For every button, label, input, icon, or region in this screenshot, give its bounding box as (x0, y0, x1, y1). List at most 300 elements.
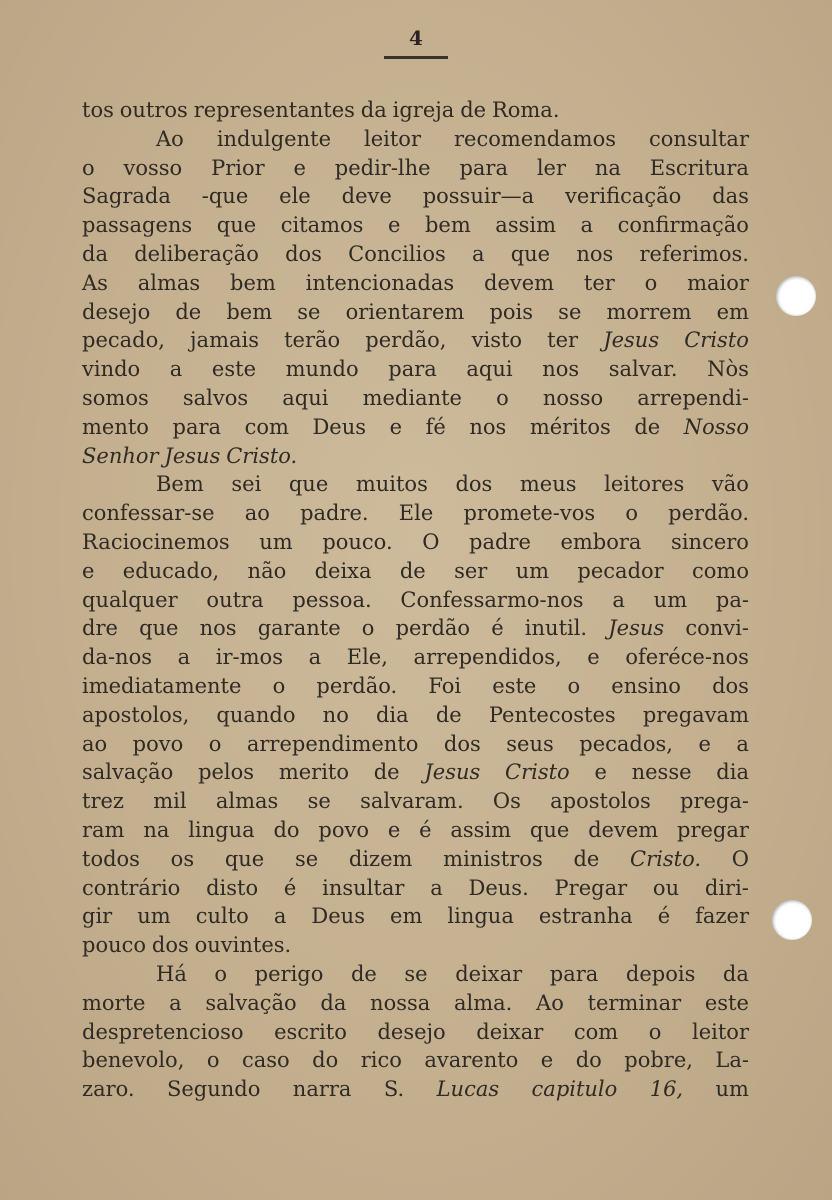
word: qualquer (82, 587, 178, 612)
word: bem (424, 213, 471, 238)
page-number-rule (384, 56, 448, 59)
text-line (82, 1075, 749, 1104)
word: para (549, 961, 599, 986)
word: o (496, 385, 509, 410)
word: Segundo (166, 1077, 261, 1102)
word: todos (82, 846, 140, 871)
word: de (373, 760, 400, 785)
word: em (390, 904, 423, 929)
word: pecados, (579, 731, 673, 756)
text-line (82, 154, 749, 183)
text-line (82, 240, 749, 269)
word: que (224, 846, 265, 871)
word: mundo (285, 357, 359, 382)
word: Foi (428, 673, 462, 698)
word: confessar-se (82, 501, 215, 526)
word: a (612, 587, 625, 612)
word: salvação (82, 760, 174, 785)
word: os (170, 846, 195, 871)
word: da (722, 961, 749, 986)
word: alma. (453, 990, 513, 1015)
text-line (82, 845, 749, 874)
word: arrependimento (246, 731, 419, 756)
text-line (82, 614, 749, 643)
word: se (307, 789, 331, 814)
text-line (82, 816, 749, 845)
word: confirmação (617, 213, 749, 238)
word: garante (257, 616, 341, 641)
text-line (82, 442, 749, 471)
word: padre. (300, 501, 369, 526)
word: ministros (443, 846, 543, 871)
word: Há (156, 961, 187, 986)
word: intencionadas (305, 270, 455, 295)
word: disto (206, 875, 259, 900)
word: despretencioso (82, 1019, 244, 1044)
text-line (82, 355, 749, 384)
word: Ao (536, 990, 564, 1015)
word: nosso (542, 385, 604, 410)
word: arrependidos, (413, 645, 562, 670)
word: zaro. (82, 1077, 135, 1102)
word: narra (292, 1077, 352, 1102)
word: morrem (606, 299, 692, 324)
word: a (580, 213, 594, 238)
word: ler (536, 155, 567, 180)
word: a (736, 731, 749, 756)
word: Cristo. (226, 443, 298, 468)
word: apostolos (550, 789, 651, 814)
word: sincero (671, 529, 749, 554)
text-line (82, 326, 749, 355)
word: nesse (631, 760, 692, 785)
word: Sagrada (82, 184, 171, 209)
word: nos (576, 241, 614, 266)
word: dia (716, 760, 749, 785)
word: a (169, 990, 182, 1015)
word: morte (82, 990, 146, 1015)
word: dos (712, 673, 749, 698)
text-line (82, 499, 749, 528)
word: pecado, (82, 328, 165, 353)
word: merito (278, 760, 349, 785)
word: vão (711, 472, 749, 497)
word: nos (542, 357, 580, 382)
word: a (177, 645, 191, 670)
text-line (82, 384, 749, 413)
text-line (82, 787, 749, 816)
word: perdão. (316, 673, 398, 698)
word: terminar (587, 990, 682, 1015)
text-line (82, 211, 749, 240)
page-number: 4 (409, 26, 423, 50)
word: Roma. (491, 98, 560, 122)
word: depois (625, 961, 696, 986)
word: tos (82, 98, 114, 122)
word: Ele (398, 501, 434, 526)
word: devem (588, 817, 659, 842)
word: pouco. (322, 529, 393, 554)
word: pelos (198, 760, 255, 785)
word: dia (375, 702, 409, 727)
word: citamos (280, 213, 364, 238)
word: educado, (122, 558, 220, 583)
word: é (283, 875, 297, 900)
word: este (492, 673, 537, 698)
word: com (244, 414, 289, 439)
text-line (82, 701, 749, 730)
word: se (404, 961, 428, 986)
word: este (704, 990, 749, 1015)
word: Raciocinemos (82, 529, 230, 554)
text-line (82, 989, 749, 1018)
word: devem (484, 270, 555, 295)
word: almas (137, 270, 201, 295)
word: outros (119, 98, 188, 122)
word: este (211, 357, 256, 382)
text-line (82, 874, 749, 903)
word: Cristo (505, 760, 570, 785)
word: que (139, 616, 179, 641)
word: pecador (577, 558, 664, 583)
word: contrário (82, 875, 181, 900)
word: Deus. (468, 875, 529, 900)
word: O (731, 846, 749, 871)
word: a (308, 645, 322, 670)
word: Senhor (82, 443, 159, 468)
word: perdão, (365, 328, 447, 353)
word: Jesus (608, 616, 665, 641)
word: Os (492, 789, 521, 814)
word: consultar (649, 126, 749, 151)
word: caso (241, 1048, 290, 1073)
word: nos (199, 616, 237, 641)
word: mediante (362, 385, 462, 410)
word: e (387, 817, 401, 842)
word: salvaram. (360, 789, 464, 814)
word: Bem (156, 472, 204, 497)
word: é (491, 616, 504, 641)
word: padre (469, 529, 531, 554)
word: bem (230, 270, 276, 295)
word: nos (469, 414, 507, 439)
word: não (247, 558, 287, 583)
word: 16, (649, 1077, 684, 1102)
word: perigo (254, 961, 324, 986)
word: do (312, 1048, 339, 1073)
word: ter (583, 270, 615, 295)
word: assim (495, 213, 556, 238)
word: no (322, 702, 349, 727)
word: inutil. (524, 616, 588, 641)
word: S. (383, 1077, 405, 1102)
word: deve (341, 184, 392, 209)
word: promete-vos (463, 501, 596, 526)
word: recomendamos (453, 126, 617, 151)
word: com (573, 1019, 619, 1044)
text-line (82, 528, 749, 557)
word: na (594, 155, 621, 180)
word: insultar (322, 875, 405, 900)
word: fazer (695, 904, 749, 929)
word: é (419, 817, 432, 842)
word: para (172, 414, 222, 439)
word: embora (560, 529, 642, 554)
text-line (82, 470, 749, 499)
word: povo (132, 731, 184, 756)
word: As (82, 270, 108, 295)
word: na (143, 817, 170, 842)
word: se (297, 299, 321, 324)
word: trez (82, 789, 124, 814)
word: o (625, 501, 638, 526)
word: é (657, 904, 671, 929)
word: Cristo (684, 328, 749, 353)
word: passagens (82, 213, 193, 238)
word: o (648, 1019, 662, 1044)
word: ouvintes. (194, 933, 292, 958)
word: Ele, (346, 645, 388, 670)
word: outra (206, 587, 264, 612)
word: da (320, 990, 347, 1015)
text-line (82, 182, 749, 211)
word: Concilios (348, 241, 446, 266)
text-line (82, 413, 749, 442)
word: pregavam (642, 702, 749, 727)
word: somos (82, 385, 149, 410)
word: povo (318, 817, 369, 842)
word: Nosso (683, 414, 749, 439)
word: do (575, 1048, 602, 1073)
word: se (294, 846, 319, 871)
word: aqui (282, 385, 329, 410)
word: que (510, 241, 551, 266)
word: desejo (82, 299, 151, 324)
text-line (82, 902, 749, 931)
word: leitores (604, 472, 685, 497)
word: visto (471, 328, 523, 353)
word: mento (82, 414, 149, 439)
word: lingua (188, 817, 255, 842)
word: ele (279, 184, 311, 209)
word: de (350, 961, 377, 986)
word: O (422, 529, 440, 554)
word: Confessarmo-nos (400, 587, 584, 612)
word: pregar (677, 817, 749, 842)
word: culto (195, 904, 249, 929)
word: que (529, 817, 570, 842)
text-line (82, 960, 749, 989)
word: indulgente (216, 126, 331, 151)
word: de (435, 702, 462, 727)
word: um (259, 529, 293, 554)
word: ao (244, 501, 270, 526)
text-line (82, 125, 749, 154)
word: um (653, 587, 688, 612)
word: ser (454, 558, 488, 583)
word: o (644, 270, 658, 295)
word: Pentecostes (488, 702, 616, 727)
word: possuir—a (422, 184, 535, 209)
word: apostolos, (82, 702, 190, 727)
word: meus (519, 472, 577, 497)
word: pa- (715, 587, 749, 612)
word: o (206, 1048, 220, 1073)
word: leitor (364, 126, 421, 151)
word: vosso (123, 155, 183, 180)
word: de (460, 98, 487, 122)
word: pedir-lhe (334, 155, 431, 180)
word: almas (215, 789, 279, 814)
text-line (82, 1046, 749, 1075)
word: salvar. (608, 357, 678, 382)
word: do (273, 817, 300, 842)
word: Pregar (554, 875, 628, 900)
word: e (82, 558, 95, 583)
word: perdão (395, 616, 471, 641)
word: dos (285, 241, 322, 266)
word: Deus (311, 904, 365, 929)
word: jamais (190, 328, 259, 353)
word: e (389, 414, 403, 439)
word: Jesus (603, 328, 660, 353)
word: leitor (692, 1019, 749, 1044)
word: igreja (392, 98, 455, 122)
text-line (82, 730, 749, 759)
text-line (82, 586, 749, 615)
word: ir-mos (215, 645, 283, 670)
word: e (540, 1048, 554, 1073)
word: deliberação (134, 241, 259, 266)
text-line (82, 643, 749, 672)
punch-hole-upper (776, 276, 816, 316)
word: das (712, 184, 749, 209)
word: salvos (182, 385, 249, 410)
word: fé (425, 414, 446, 439)
word: da (360, 98, 387, 122)
word: méritos (529, 414, 611, 439)
word: mil (153, 789, 187, 814)
word: Lucas (436, 1077, 500, 1102)
word: o (208, 731, 222, 756)
word: e (698, 731, 711, 756)
word: o (361, 616, 375, 641)
word: como (692, 558, 749, 583)
word: La- (715, 1048, 749, 1073)
word: o (214, 961, 228, 986)
word: e (594, 760, 607, 785)
word: lingua (447, 904, 514, 929)
word: salvação (205, 990, 297, 1015)
word: o (567, 673, 581, 698)
word: da (82, 241, 108, 266)
word: desejo (377, 1019, 446, 1044)
word: representantes (193, 98, 355, 122)
word: e (587, 645, 600, 670)
word: Escritura (649, 155, 749, 180)
word: de (573, 846, 600, 871)
word: dos (151, 933, 189, 958)
word: estranha (538, 904, 633, 929)
word: vindo (82, 357, 141, 382)
word: muitos (355, 472, 428, 497)
word: referimos. (639, 241, 749, 266)
word: perdão. (668, 501, 749, 526)
word: imediatamente (82, 673, 242, 698)
word: diri- (704, 875, 749, 900)
word: a (471, 241, 485, 266)
text-line (82, 931, 749, 960)
word: que (216, 213, 257, 238)
word: o (82, 155, 95, 180)
word: Jesus (164, 443, 221, 468)
text-line (82, 1018, 749, 1047)
word: aqui (466, 357, 513, 382)
word: nossa (370, 990, 431, 1015)
word: -que (201, 184, 249, 209)
word: Prior (211, 155, 265, 180)
word: e (293, 155, 306, 180)
word: pois (489, 299, 534, 324)
word: prega- (680, 789, 749, 814)
word: Deus (312, 414, 367, 439)
word: um (515, 558, 550, 583)
word: dos (443, 731, 481, 756)
punch-hole-lower (772, 900, 812, 940)
word: ram (82, 817, 125, 842)
word: pessoa. (292, 587, 372, 612)
word: deixar (476, 1019, 544, 1044)
word: rico (360, 1048, 402, 1073)
text-line (82, 672, 749, 701)
word: quando (216, 702, 296, 727)
text-line (82, 96, 749, 125)
word: da-nos (82, 645, 153, 670)
word: sei (231, 472, 262, 497)
word: que (288, 472, 329, 497)
word: arrependi- (637, 385, 749, 410)
word: ensino (611, 673, 681, 698)
word: ou (652, 875, 680, 900)
word: capitulo (531, 1077, 618, 1102)
word: dizem (348, 846, 413, 871)
text-block (82, 96, 749, 1104)
word: para (388, 357, 437, 382)
text-line (82, 758, 749, 787)
word: um (715, 1077, 749, 1102)
word: seus (506, 731, 554, 756)
word: ter (547, 328, 579, 353)
word: a (273, 904, 287, 929)
word: escrito (274, 1019, 347, 1044)
word: deixa (314, 558, 372, 583)
word: pouco (82, 933, 147, 958)
word: o (272, 673, 286, 698)
word: avarento (424, 1048, 519, 1073)
word: Cristo. (630, 846, 702, 871)
word: pobre, (624, 1048, 693, 1073)
word: Nòs (707, 357, 749, 382)
word: terão (284, 328, 341, 353)
text-line (82, 269, 749, 298)
word: de (399, 558, 426, 583)
word: a (169, 357, 183, 382)
word: benevolo, (82, 1048, 185, 1073)
text-line (82, 557, 749, 586)
word: um (137, 904, 171, 929)
word: Jesus (424, 760, 481, 785)
word: em (716, 299, 749, 324)
